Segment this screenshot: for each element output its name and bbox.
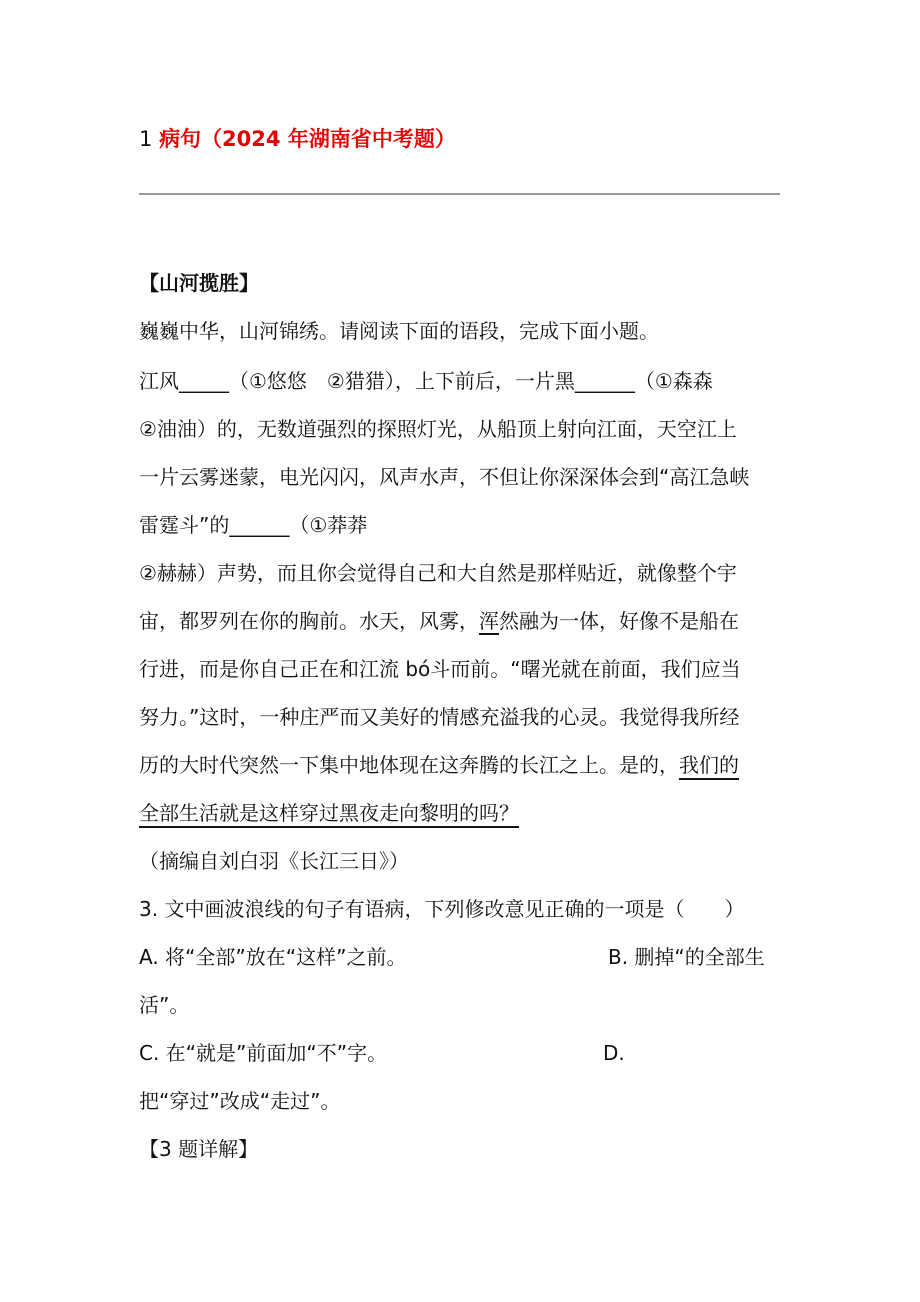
question-heading (139, 124, 456, 154)
passage-line-7: 行进，而是你自己正在和江流 bó斗而前。“曙光就在前面，我们应当 (139, 657, 741, 681)
section-label: 【山河揽胜】 (139, 271, 259, 295)
passage-line-1: 江风_____（①悠悠 ②猎猎），上下前后，一片黑______（①森森 (139, 369, 713, 393)
option-b-continued: 活”。 (139, 993, 190, 1017)
passage-line-10 (139, 798, 519, 828)
divider (139, 193, 780, 195)
heading-title: 病句（2024 年湖南省中考题） (159, 127, 456, 151)
passage-line-3: 一片云雾迷蒙，电光闪闪，风声水声，不但让你深深体会到“高江急峡 (139, 465, 750, 489)
option-b: B. 删掉“的全部生 (608, 945, 765, 969)
passage-line-2: ②油油）的，无数道强烈的探照灯光，从船顶上射向江面，天空江上 (139, 417, 737, 441)
passage-line-6 (139, 606, 739, 636)
passage-line-6-start: 宙，都罗列在你的胸前。水天，风雾， (139, 609, 479, 633)
passage-line-4: 雷霆斗”的______（①莽莽 (139, 513, 368, 537)
option-d: 把“穿过”改成“走过”。 (139, 1089, 341, 1113)
option-c: C. 在“就是”前面加“不”字。 (139, 1041, 388, 1065)
marked-sentence-end: 全部生活就是这样穿过黑夜走向黎明的吗？ (139, 801, 519, 825)
source-citation: （摘编自刘白羽《长江三日》） (139, 849, 409, 873)
passage-line-5: ②赫赫）声势，而且你会觉得自己和大自然是那样贴近，就像整个宇 (139, 561, 737, 585)
option-a: A. 将“全部”放在“这样”之前。 (139, 945, 407, 969)
passage-line-6-end: 然融为一体，好像不是船在 (499, 609, 739, 633)
intro-text: 巍巍中华，山河锦绣。请阅读下面的语段，完成下面小题。 (139, 319, 659, 343)
option-d-label: D. (603, 1041, 625, 1065)
heading-number: 1 (139, 127, 153, 151)
marked-sentence-start: 我们的 (679, 753, 739, 777)
answer-label: 【3 题详解】 (139, 1137, 259, 1161)
passage-line-9-start: 历的大时代突然一下集中地体现在这奔腾的长江之上。是的， (139, 753, 679, 777)
annotated-char: 浑 (479, 609, 499, 633)
question-stem: 3. 文中画波浪线的句子有语病，下列修改意见正确的一项是（ ） (139, 897, 745, 921)
passage-line-9 (139, 750, 739, 780)
passage-line-8: 努力。”这时，一种庄严而又美好的情感充溢我的心灵。我觉得我所经 (139, 705, 740, 729)
